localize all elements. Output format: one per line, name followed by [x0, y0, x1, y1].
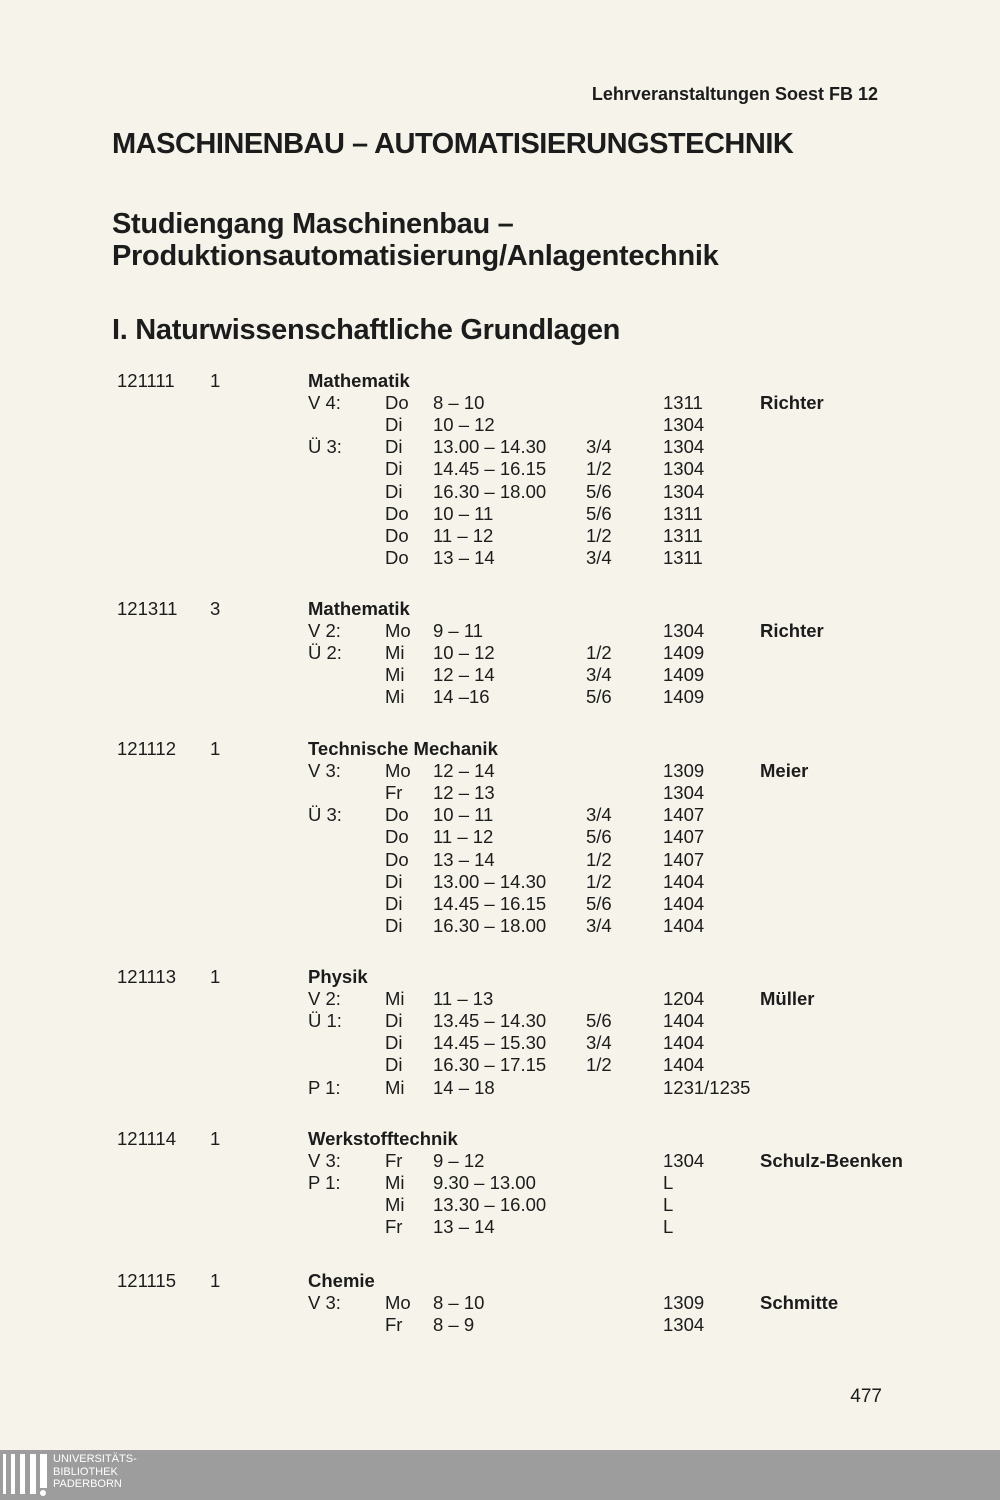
session-time: 9.30 – 13.00	[433, 1172, 536, 1194]
session-day: Mi	[385, 664, 405, 686]
session-day: Mi	[385, 1076, 405, 1098]
session-day: Do	[385, 848, 409, 870]
course-title: Mathematik	[308, 370, 410, 391]
session-type: Ü 3:	[308, 436, 342, 458]
session-time: 14 – 18	[433, 1076, 495, 1098]
session-room: 1404	[663, 870, 705, 892]
session-type: P 1:	[308, 1172, 341, 1194]
session-day: Do	[385, 804, 409, 826]
session-time: 11 – 12	[433, 826, 494, 848]
session-time: 12 – 14	[433, 664, 495, 686]
course-number: 121114	[117, 1128, 176, 1149]
session-day: Di	[385, 892, 403, 914]
course-number: 121311	[117, 598, 178, 619]
session-time: 13 – 14	[433, 546, 495, 568]
session-type: V 3:	[308, 760, 341, 782]
session-time: 13.30 – 16.00	[433, 1194, 547, 1216]
session-day: Di	[385, 480, 403, 502]
session-day: Do	[385, 546, 409, 568]
session-time: 16.30 – 17.15	[433, 1054, 547, 1076]
session-group: 5/6	[586, 826, 612, 848]
session-room: L	[663, 1194, 674, 1216]
schedule-row	[0, 871, 1000, 893]
course-semester: 3	[210, 598, 221, 619]
schedule-row	[0, 547, 1000, 569]
session-room: 1404	[663, 1032, 705, 1054]
session-day: Mo	[385, 620, 411, 642]
course-number: 121111	[117, 370, 175, 391]
session-day: Mi	[385, 988, 405, 1010]
course-lecturer: Müller	[760, 988, 815, 1009]
session-room: 1409	[663, 664, 705, 686]
session-time: 14.45 – 16.15	[433, 458, 547, 480]
course-semester: 1	[210, 738, 221, 759]
session-time: 12 – 14	[433, 760, 495, 782]
session-room: 1409	[663, 686, 705, 708]
session-time: 8 – 9	[433, 1314, 475, 1336]
session-room: 1311	[663, 502, 703, 524]
session-time: 9 – 11	[433, 620, 484, 642]
schedule-row	[0, 620, 1000, 642]
page-title: MASCHINENBAU – AUTOMATISIERUNGSTECHNIK	[112, 128, 794, 160]
library-name-line-3: PADERBORN	[53, 1478, 122, 1490]
session-group: 1/2	[586, 870, 612, 892]
session-day: Do	[385, 524, 409, 546]
session-room: 1309	[663, 760, 705, 782]
schedule-row	[0, 436, 1000, 458]
session-room: 1404	[663, 892, 705, 914]
course-number: 121115	[117, 1270, 176, 1291]
session-day: Di	[385, 414, 403, 436]
session-time: 13 – 14	[433, 848, 495, 870]
session-room: 1304	[663, 458, 705, 480]
session-group: 1/2	[586, 1054, 612, 1076]
session-day: Do	[385, 826, 409, 848]
session-type: P 1:	[308, 1076, 341, 1098]
schedule-row	[0, 1010, 1000, 1032]
schedule-row	[0, 414, 1000, 436]
session-day: Do	[385, 502, 409, 524]
session-room: 1304	[663, 436, 705, 458]
session-day: Mo	[385, 760, 411, 782]
session-group: 5/6	[586, 1010, 612, 1032]
library-name-line-1: UNIVERSITÄTS-	[53, 1453, 137, 1465]
schedule-row	[0, 1314, 1000, 1336]
schedule-row	[0, 1077, 1000, 1099]
schedule-row	[0, 686, 1000, 708]
session-type: Ü 1:	[308, 1010, 342, 1032]
session-room: 1309	[663, 1292, 705, 1314]
schedule-row	[0, 893, 1000, 915]
session-room: 1231/1235	[663, 1076, 751, 1098]
schedule-row	[0, 1150, 1000, 1172]
session-group: 5/6	[586, 686, 612, 708]
subtitle-line-1: Studiengang Maschinenbau –	[112, 208, 514, 240]
course-title: Physik	[308, 966, 368, 987]
session-group: 3/4	[586, 804, 612, 826]
session-room: 1311	[663, 392, 703, 414]
session-time: 10 – 12	[433, 414, 495, 436]
session-time: 13.45 – 14.30	[433, 1010, 547, 1032]
session-time: 10 – 12	[433, 642, 495, 664]
schedule-row	[0, 804, 1000, 826]
course-title: Technische Mechanik	[308, 738, 498, 759]
session-day: Do	[385, 392, 409, 414]
session-room: 1304	[663, 480, 705, 502]
schedule-row	[0, 664, 1000, 686]
schedule-row	[0, 915, 1000, 937]
session-room: 1204	[663, 988, 705, 1010]
session-group: 5/6	[586, 892, 612, 914]
session-type: V 3:	[308, 1292, 341, 1314]
session-time: 8 – 10	[433, 1292, 485, 1314]
session-time: 8 – 10	[433, 392, 485, 414]
session-day: Di	[385, 458, 403, 480]
session-time: 12 – 13	[433, 782, 495, 804]
session-group: 5/6	[586, 480, 612, 502]
session-room: 1304	[663, 620, 705, 642]
session-time: 16.30 – 18.00	[433, 914, 547, 936]
schedule-row	[0, 458, 1000, 480]
session-group: 1/2	[586, 458, 612, 480]
study-program-title	[112, 208, 718, 272]
course-semester: 1	[210, 370, 221, 391]
session-room: L	[663, 1216, 674, 1238]
session-time: 13 – 14	[433, 1216, 495, 1238]
library-logo-icon	[2, 1452, 50, 1498]
session-day: Mi	[385, 1194, 405, 1216]
session-day: Di	[385, 1054, 403, 1076]
running-header: Lehrveranstaltungen Soest FB 12	[591, 84, 878, 104]
session-day: Di	[385, 436, 403, 458]
course-semester: 1	[210, 1270, 221, 1291]
session-day: Di	[385, 1010, 403, 1032]
library-footer	[0, 1450, 1000, 1500]
session-time: 11 – 13	[433, 988, 494, 1010]
schedule-row	[0, 1194, 1000, 1216]
session-day: Fr	[385, 1216, 403, 1238]
schedule-row	[0, 503, 1000, 525]
session-group: 3/4	[586, 436, 612, 458]
course-lecturer: Meier	[760, 760, 809, 781]
session-group: 3/4	[586, 1032, 612, 1054]
session-day: Fr	[385, 1150, 403, 1172]
session-time: 13.00 – 14.30	[433, 436, 547, 458]
session-group: 3/4	[586, 914, 612, 936]
library-name-line-2: BIBLIOTHEK	[53, 1465, 118, 1478]
schedule-row	[0, 481, 1000, 503]
course-lecturer: Richter	[760, 620, 824, 641]
session-day: Di	[385, 1032, 403, 1054]
session-group: 1/2	[586, 642, 612, 664]
schedule-row	[0, 1032, 1000, 1054]
session-day: Mo	[385, 1292, 411, 1314]
session-day: Fr	[385, 1314, 403, 1336]
session-day: Di	[385, 870, 403, 892]
schedule-row	[0, 1292, 1000, 1314]
course-number: 121113	[117, 966, 176, 987]
schedule-row	[0, 392, 1000, 414]
course-number: 121112	[117, 738, 176, 759]
session-day: Mi	[385, 642, 405, 664]
course-lecturer: Schmitte	[760, 1292, 839, 1313]
session-group: 1/2	[586, 848, 612, 870]
session-room: 1404	[663, 1054, 705, 1076]
session-room: 1407	[663, 826, 705, 848]
schedule-row	[0, 1216, 1000, 1238]
session-day: Mi	[385, 1172, 405, 1194]
session-room: 1304	[663, 1150, 705, 1172]
session-time: 10 – 11	[433, 502, 494, 524]
course-lecturer: Schulz-Beenken	[760, 1150, 903, 1171]
session-type: V 3:	[308, 1150, 341, 1172]
session-group: 3/4	[586, 546, 612, 568]
course-semester: 1	[210, 966, 221, 987]
course-title: Mathematik	[308, 598, 410, 619]
schedule-row	[0, 826, 1000, 848]
session-room: 1304	[663, 1314, 705, 1336]
schedule-row	[0, 1054, 1000, 1076]
schedule-row	[0, 849, 1000, 871]
session-day: Di	[385, 914, 403, 936]
session-time: 14.45 – 16.15	[433, 892, 547, 914]
session-time: 14.45 – 15.30	[433, 1032, 547, 1054]
session-time: 14 –16	[433, 686, 490, 708]
schedule-row	[0, 988, 1000, 1010]
session-time: 9 – 12	[433, 1150, 485, 1172]
session-type: V 2:	[308, 620, 341, 642]
session-time: 11 – 12	[433, 524, 494, 546]
session-room: 1404	[663, 1010, 705, 1032]
session-time: 13.00 – 14.30	[433, 870, 547, 892]
session-room: 1404	[663, 914, 705, 936]
session-room: 1304	[663, 414, 705, 436]
course-semester: 1	[210, 1128, 221, 1149]
subtitle-line-2: Produktionsautomatisierung/Anlagentechnik	[112, 240, 719, 272]
session-group: 5/6	[586, 502, 612, 524]
course-lecturer: Richter	[760, 392, 824, 413]
section-title: I. Naturwissenschaftliche Grundlagen	[112, 314, 621, 346]
session-room: L	[663, 1172, 674, 1194]
schedule-row	[0, 1172, 1000, 1194]
session-group: 1/2	[586, 524, 612, 546]
session-type: Ü 2:	[308, 642, 342, 664]
schedule-row	[0, 525, 1000, 547]
session-group: 3/4	[586, 664, 612, 686]
session-time: 16.30 – 18.00	[433, 480, 547, 502]
session-day: Mi	[385, 686, 405, 708]
course-title: Chemie	[308, 1270, 375, 1291]
page-number: 477	[850, 1386, 882, 1407]
schedule-row	[0, 642, 1000, 664]
course-title: Werkstofftechnik	[308, 1128, 458, 1149]
session-type: V 2:	[308, 988, 341, 1010]
session-day: Fr	[385, 782, 403, 804]
schedule-row	[0, 760, 1000, 782]
session-room: 1311	[663, 524, 703, 546]
session-room: 1407	[663, 848, 705, 870]
session-type: V 4:	[308, 392, 341, 414]
session-room: 1407	[663, 804, 705, 826]
session-type: Ü 3:	[308, 804, 342, 826]
library-name	[53, 1453, 137, 1491]
schedule-row	[0, 782, 1000, 804]
session-room: 1311	[663, 546, 703, 568]
session-time: 10 – 11	[433, 804, 494, 826]
session-room: 1409	[663, 642, 705, 664]
session-room: 1304	[663, 782, 705, 804]
